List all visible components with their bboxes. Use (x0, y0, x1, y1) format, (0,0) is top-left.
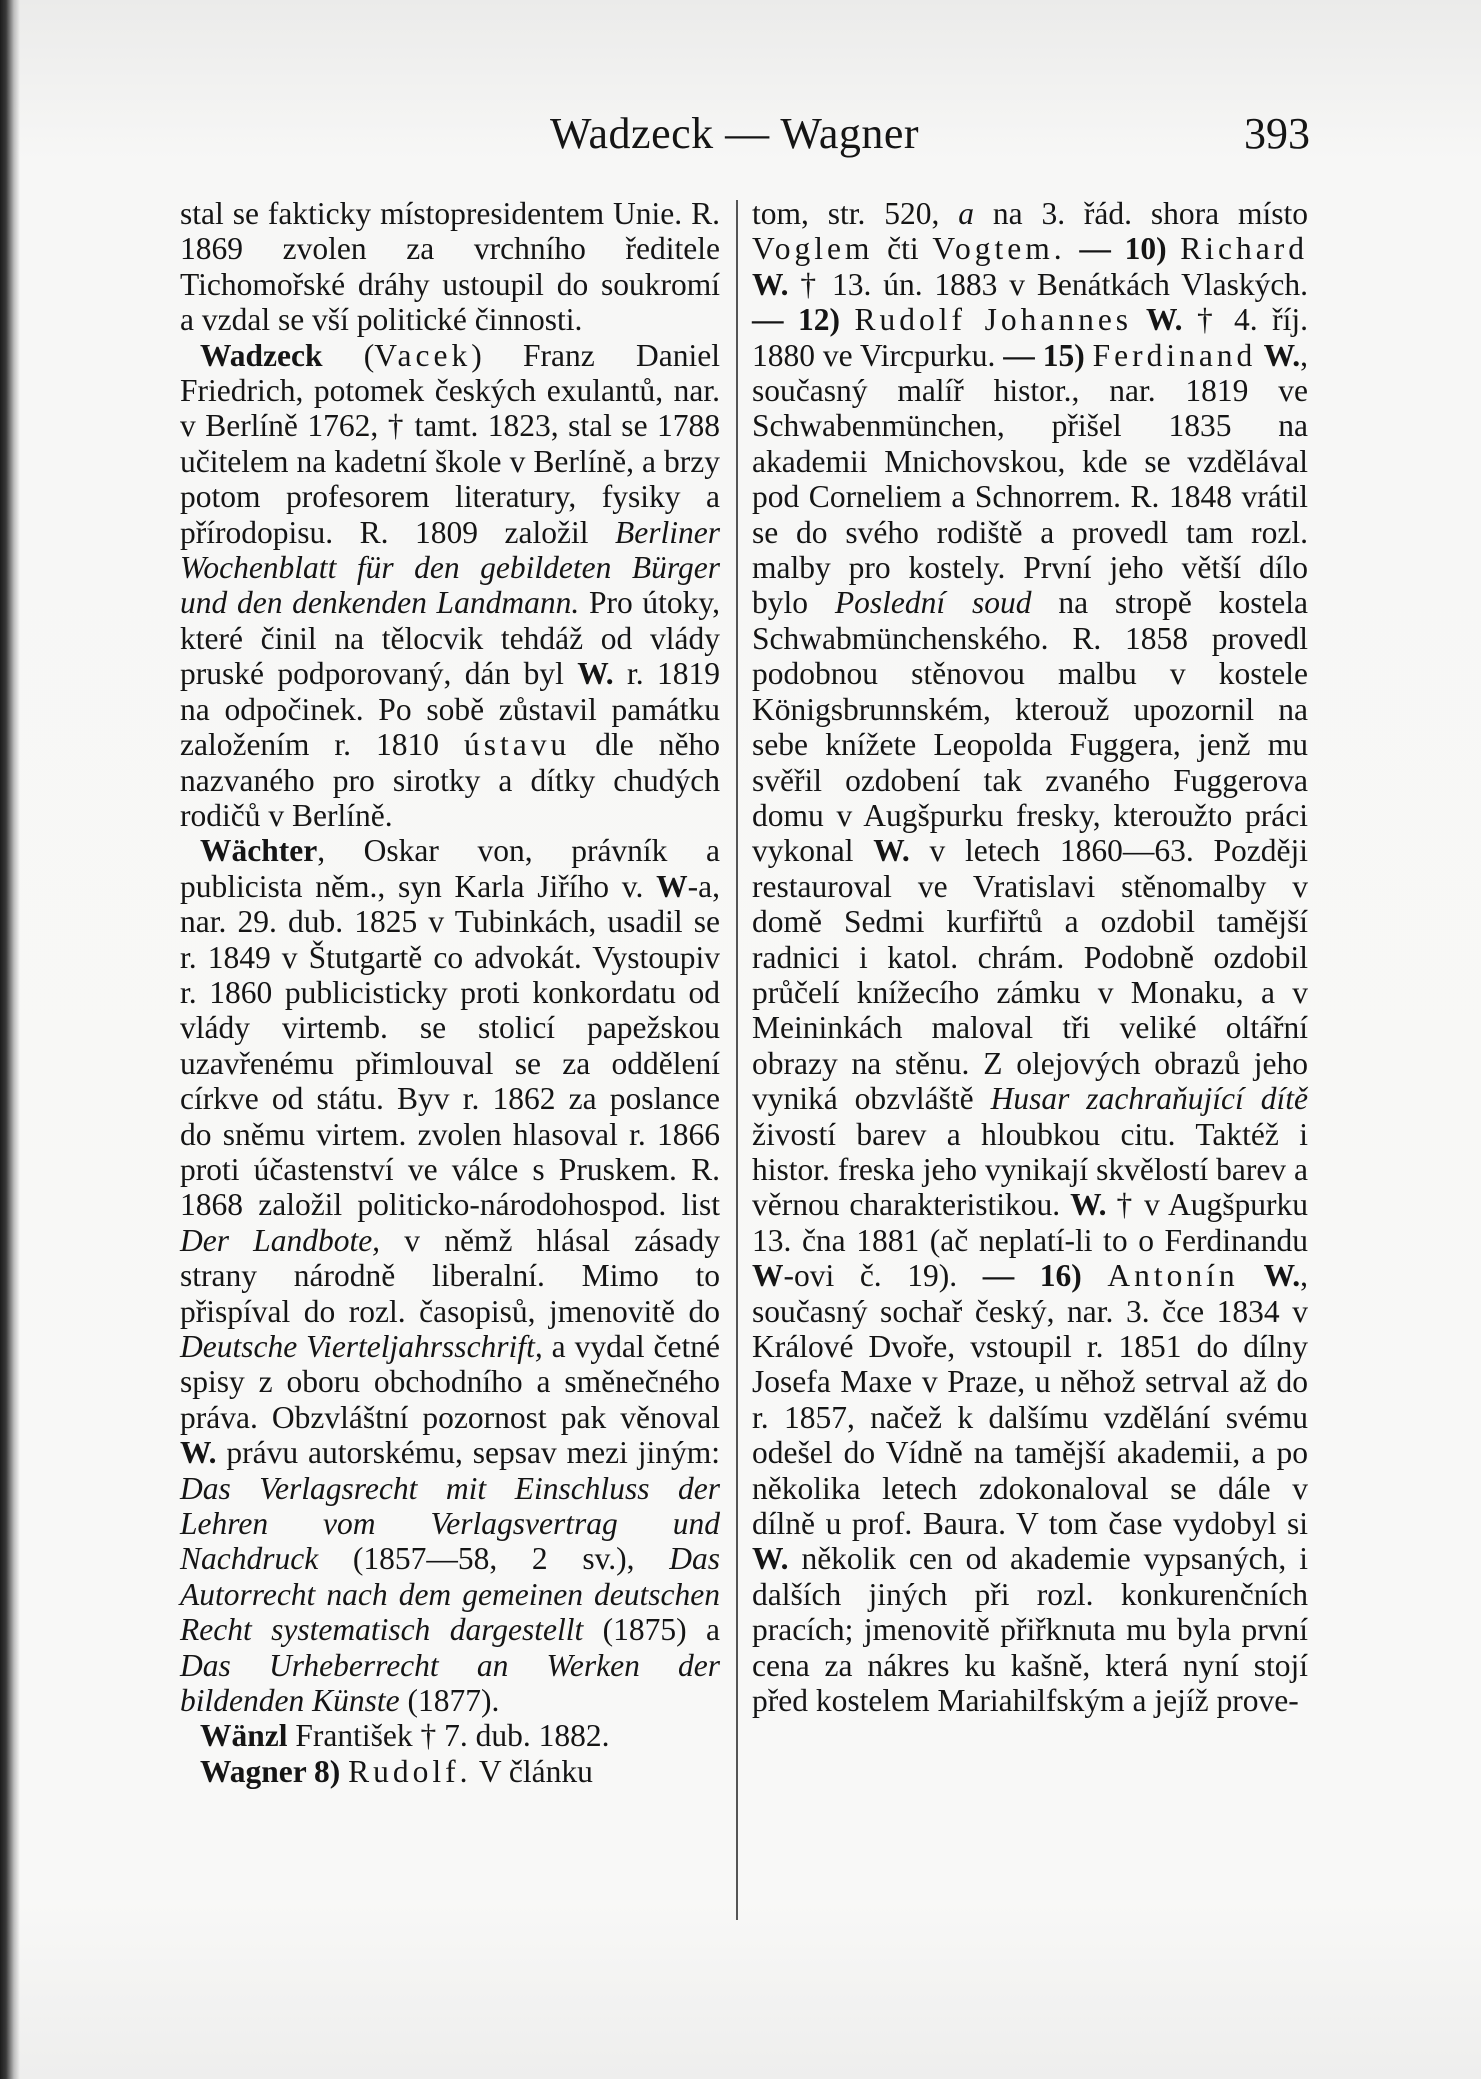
entry-headword: Wächter (200, 833, 318, 869)
page-header (180, 108, 1310, 168)
entry-headword: Wadzeck (200, 337, 323, 373)
right-column (752, 196, 1308, 1718)
page-number: 393 (1244, 109, 1310, 158)
book-binding-edge (0, 0, 20, 2079)
entry-wadzeck: Wadzeck (Vacek) Franz Daniel Friedrich, potomek českých exulantů, nar. v Berlíně 1762, † tamt. 1823, stal se 1788 učitelem na kadetní škole v Berlíně, a brzy potom profesorem literatury, fysiky a přírodopisu. R. 1809 založil Berliner Wochenblatt für den gebildeten Bürger und den denkenden Landmann. Pro útoky, které činil na tělocvik tehdáž od vlády pruské podporovaný, dán byl W. r. 1819 na odpočinek. Po sobě zůstavil památku založením r. 1810 ústavu dle něho nazvaného pro sirotky a dítky chudých rodičů v Berlíně. (180, 337, 720, 833)
entry-wagner: Wagner 8) Rudolf. V článku (200, 1753, 593, 1789)
entry-headword: Wänzl (200, 1718, 288, 1754)
entry-waenzl: Wänzl František † 7. dub. 1882. (200, 1718, 610, 1754)
entry-waechter: Wächter, Oskar von, právník a publicista něm., syn Karla Jiřího v. W-a, nar. 29. dub. 1825 v Tubinkách, usadil se r. 1849 v Štutgartě co advokát. Vystoupiv r. 1860 publicisticky proti konkordatu od vlády virtemb. se stolicí papežskou uzavřenému přimlouval se za oddělení církve od státu. Byv r. 1862 za poslance do sněmu virtem. zvolen hlasoval r. 1866 proti účastenství ve válce s Pruskem. R. 1868 založil politicko-národohospod. list Der Landbote, v němž hlásal zásady strany národně liberalní. Mimo to přispíval do rozl. časopisů, jmenovitě do Deutsche Vierteljahrsschrift, a vydal četné spisy z oboru obchodního a směnečného práva. Obzvláštní pozornost pak věnoval W. právu autorskému, sepsav mezi jiným: Das Verlagsrecht mit Einschluss der Lehren vom Verlagsvertrag und Nachdruck (1857—58, 2 sv.), Das Autorrecht nach dem gemeinen deutschen Recht systematisch dargestellt (1875) a Das Urheberrecht an Werken der bildenden Künste (1877). (180, 833, 720, 1719)
left-column (180, 196, 720, 1789)
entry-wagner-continued: tom, str. 520, a na 3. řád. shora místo Voglem čti Vogtem. — 10) Richard W. † 13. ún. 1883 v Benátkách Vlaských. — 12) Rudolf Johannes W. † 4. říj. 1880 ve Vircpurku. — 15) Ferdinand W., současný malíř histor., nar. 1819 ve Schwabenmünchen, přišel 1835 na akademii Mnichovskou, kde se vzdělával pod Corneliem a Schnorrem. R. 1848 vrátil se do svého rodiště a provedl tam rozl. malby pro kostely. První jeho větší dílo bylo Poslední soud na stropě kostela Schwabmünchenského. R. 1858 provedl podobnou stěnovou malbu v kostele Königsbrunnském, kterouž upozornil na sebe knížete Leopolda Fuggera, jenž mu svěřil ozdobení tak zvaného Fuggerova domu v Augšpurku fresky, kteroužto práci vykonal W. v letech 1860—63. Později restauroval ve Vratislavi stěnomalby v domě Sedmi kurfiřtů a ozdobil tamější radnici i katol. chrám. Podobně ozdobil průčelí knížecího zámku v Monaku, a v Meininkách maloval tři veliké oltářní obrazy na stěnu. Z olejových obrazů jeho vyniká obzvláště Husar zachraňující dítě živostí barev a hloubkou citu. Taktéž i histor. freska jeho vynikají skvělostí barev a věrnou charakteristikou. W. † v Augšpurku 13. čna 1881 (ač neplatí-li to o Ferdinandu W-ovi č. 19). — 16) Antonín W., současný sochař český, nar. 3. čce 1834 v Králové Dvoře, vstoupil r. 1851 do dílny Josefa Maxe v Praze, u něhož setrval až do r. 1857, načež k dalšímu vzdělání svému odešel do Vídně na tamější akademii, a po několika letech zdokonaloval se dále v dílně u prof. Baura. V tom čase vydobyl si W. několik cen od akademie vypsaných, i dalších jiných při rozl. konkurenčních pracích; jmenovitě přiřknuta mu byla první cena za nákres ku kašně, která nyní stojí před kostelem Mariahilfským a jejíž prove- (752, 196, 1309, 1719)
entry-headword: Wagner 8) (200, 1753, 341, 1789)
entry-continuation: stal se fakticky místopresidentem Unie. R. 1869 zvolen za vrchního ředitele Tichomořské dráhy ustoupil do soukromí a vzdal se vší politické činnosti. (180, 196, 720, 338)
column-divider (736, 200, 738, 1920)
running-title: Wadzeck — Wagner (550, 109, 920, 158)
